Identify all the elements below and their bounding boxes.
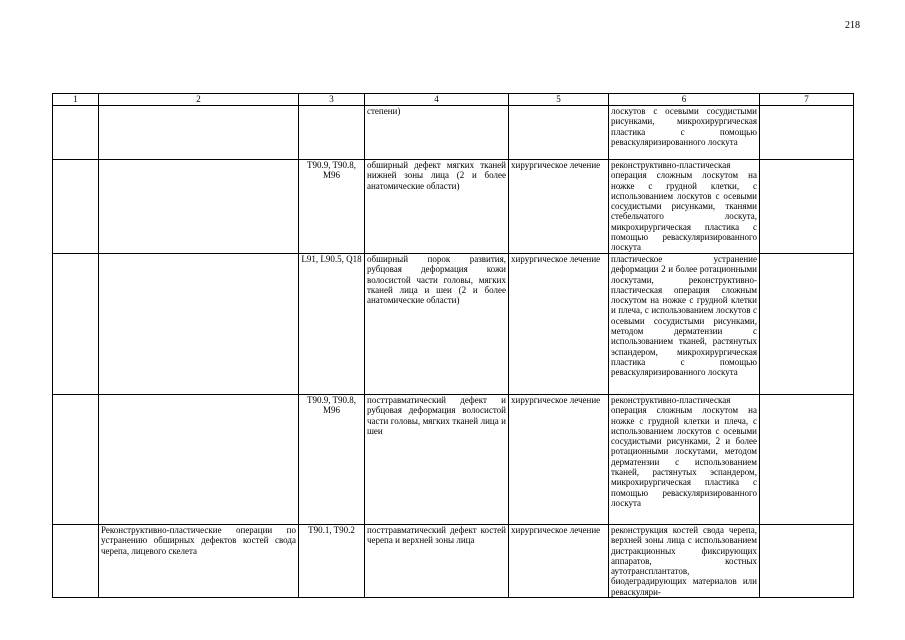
cell-col1: [53, 395, 99, 525]
cell-method: пластическое устранение деформации 2 и более ротационными лоскутами, реконструктивно-пластическая операция сложным лоскутом на ножке с грудной клетки и плеча, с использованием лоскутов с осевыми сосудистыми рисунками, методом дерматензии с использованием тканей, растянутых эспандером, микрохирургическая пластика с помощью реваскуляризированного лоскута: [609, 254, 760, 395]
cell-icd-codes: T90.9, T90.8, M96: [299, 160, 365, 254]
cell-col7: [760, 395, 854, 525]
column-header-3: 3: [299, 94, 365, 106]
cell-col7: [760, 254, 854, 395]
cell-procedure-group: [99, 254, 299, 395]
cell-procedure-group: [99, 106, 299, 160]
medical-procedures-table: [52, 93, 854, 598]
cell-col7: [760, 106, 854, 160]
table-row: [53, 395, 854, 525]
column-header-5: 5: [509, 94, 609, 106]
cell-col7: [760, 525, 854, 598]
column-header-7: 7: [760, 94, 854, 106]
cell-treatment-type: [509, 106, 609, 160]
table-row: [53, 106, 854, 160]
cell-icd-codes: [299, 106, 365, 160]
cell-diagnosis: посттравматический дефект костей черепа и верхней зоны лица: [365, 525, 509, 598]
page-number: 218: [845, 20, 860, 31]
cell-icd-codes: L91, L90.5, Q18: [299, 254, 365, 395]
cell-treatment-type: хирургическое лечение: [509, 525, 609, 598]
column-header-1: 1: [53, 94, 99, 106]
cell-treatment-type: хирургическое лечение: [509, 395, 609, 525]
cell-col1: [53, 254, 99, 395]
cell-icd-codes: T90.9, T90.8, M96: [299, 395, 365, 525]
cell-diagnosis: обширный порок развития, рубцовая деформация кожи волосистой части головы, мягких тканей лица и шеи (2 и более анатомические области): [365, 254, 509, 395]
table-row: [53, 254, 854, 395]
cell-procedure-group: Реконструктивно-пластические операции по устранению обширных дефектов костей свода черепа, лицевого скелета: [99, 525, 299, 598]
cell-method: реконструктивно-пластическая операция сложным лоскутом на ножке с грудной клетки и плеча, с использованием лоскутов с осевыми сосудистыми рисунками, 2 и более ротационными лоскутами, методом дерматензии с использованием тканей, растянутых эспандером, микрохирургическая пластика с помощью реваскуляризированного лоскута: [609, 395, 760, 525]
table-row: [53, 525, 854, 598]
cell-col1: [53, 106, 99, 160]
cell-col1: [53, 160, 99, 254]
cell-col1: [53, 525, 99, 598]
column-header-6: 6: [609, 94, 760, 106]
cell-procedure-group: [99, 395, 299, 525]
cell-diagnosis: степени): [365, 106, 509, 160]
cell-diagnosis: посттравматический дефект и рубцовая деформация волосистой части головы, мягких тканей лица и шеи: [365, 395, 509, 525]
table-row: [53, 160, 854, 254]
cell-procedure-group: [99, 160, 299, 254]
cell-treatment-type: хирургическое лечение: [509, 160, 609, 254]
cell-diagnosis: обширный дефект мягких тканей нижней зоны лица (2 и более анатомические области): [365, 160, 509, 254]
cell-method: лоскутов с осевыми сосудистыми рисунками, микрохирургическая пластика с помощью реваскуляризированного лоскута: [609, 106, 760, 160]
column-header-4: 4: [365, 94, 509, 106]
cell-treatment-type: хирургическое лечение: [509, 254, 609, 395]
cell-method: реконструктивно-пластическая операция сложным лоскутом на ножке с грудной клетки, с использованием лоскутов с осевыми сосудистыми рисунками, тканями стебельчатого лоскута, микрохирургическая пластика с помощью реваскуляризированного лоскута: [609, 160, 760, 254]
cell-col7: [760, 160, 854, 254]
cell-method: реконструкция костей свода черепа, верхней зоны лица с использованием дистракционных фиксирующих аппаратов, костных аутотрансплантатов, биодеградирующих материалов или реваскуляри-: [609, 525, 760, 598]
cell-icd-codes: T90.1, T90.2: [299, 525, 365, 598]
column-number-row: [53, 94, 854, 106]
column-header-2: 2: [99, 94, 299, 106]
